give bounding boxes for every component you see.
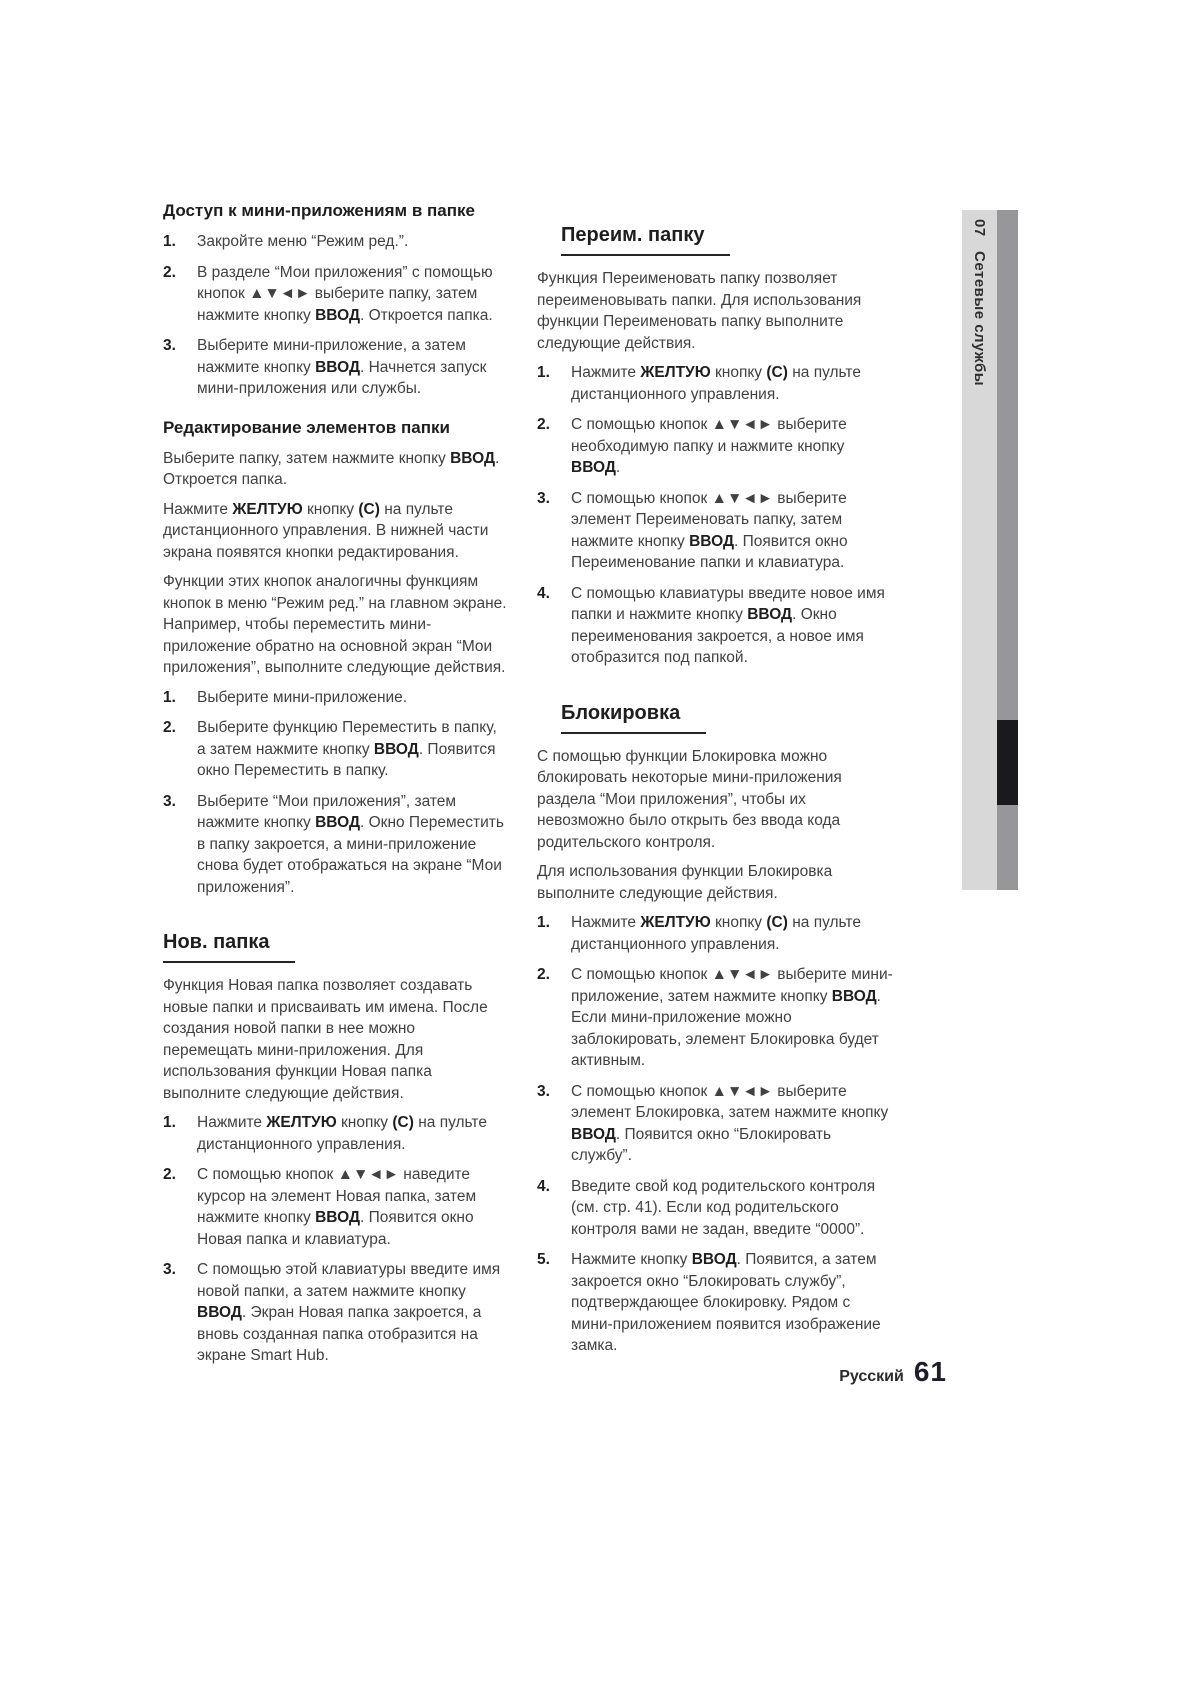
list-item-number: 3. bbox=[537, 1082, 550, 1100]
list-item bbox=[537, 414, 893, 479]
list-item bbox=[163, 262, 508, 327]
list-item-text: С помощью кнопок ▲▼◄► выберите необходимую папку и нажмите кнопку ВВОД. bbox=[571, 416, 847, 476]
paragraph: Функция Переименовать папку позволяет переименовывать папки. Для использования функции Переименовать папку выполните следующие действия. bbox=[537, 270, 862, 352]
list-item-number: 1. bbox=[537, 914, 550, 931]
list-item-number: 2. bbox=[163, 263, 176, 281]
list-item-text: Выберите мини-приложение. bbox=[197, 688, 408, 706]
left-column bbox=[163, 200, 508, 1376]
list-item-number: 2. bbox=[163, 719, 176, 736]
list-item bbox=[537, 362, 893, 405]
list-item-text: С помощью этой клавиатуры введите имя новой папки, а затем нажмите кнопку ВВОД. Экран Новая папка закроется, а вновь созданная папка отобразится на экране Smart Hub. bbox=[197, 1261, 501, 1364]
list-item-number: 1. bbox=[163, 1114, 176, 1131]
list-item-number: 4. bbox=[537, 1177, 550, 1195]
list-item bbox=[163, 335, 508, 400]
paragraph: Выберите папку, затем нажмите кнопку ВВОД. Откроется папка. bbox=[163, 449, 500, 488]
list-item bbox=[163, 231, 508, 253]
list-item bbox=[537, 1081, 893, 1167]
list-item-text: Введите свой код родительского контроля (см. стр. 41). Если код родительского контроля вами не задан, введите “0000”. bbox=[571, 1177, 876, 1238]
list-item-text: С помощью кнопок ▲▼◄► выберите мини-приложение, затем нажмите кнопку ВВОД. Если мини-приложение можно заблокировать, элемент Блокировка будет активным. bbox=[571, 966, 893, 1069]
list-item-number: 5. bbox=[537, 1251, 550, 1268]
paragraph: Функция Новая папка позволяет создавать новые папки и присваивать им имена. После создания новой папки в нее можно перемещать мини-приложения. Для использования функции Новая папка выполните следующие действия. bbox=[163, 977, 488, 1102]
chapter-progress-marker bbox=[997, 720, 1018, 805]
list-item-text: Выберите мини-приложение, а затем нажмите кнопку ВВОД. Начнется запуск мини-приложения или службы. bbox=[197, 337, 487, 397]
section-title: Блокировка bbox=[561, 700, 706, 734]
ordered-list bbox=[163, 231, 508, 400]
section-title: Переим. папку bbox=[561, 222, 730, 256]
list-item-text: Выберите “Мои приложения”, затем нажмите кнопку ВВОД. Окно Переместить в папку закроется, а мини-приложение снова будет отображаться на экране “Мои приложения”. bbox=[197, 792, 504, 896]
list-item-text: Нажмите ЖЕЛТУЮ кнопку (C) на пульте дистанционного управления. bbox=[197, 1114, 487, 1153]
list-item-number: 2. bbox=[537, 416, 550, 433]
list-item bbox=[537, 912, 893, 955]
chapter-number: 07 bbox=[971, 219, 988, 237]
section-subheading: Доступ к мини-приложениям в папке bbox=[163, 201, 475, 220]
list-item-text: Выберите функцию Переместить в папку, а затем нажмите кнопку ВВОД. Появится окно Переместить в папку. bbox=[197, 719, 497, 779]
list-item-number: 1. bbox=[163, 688, 176, 706]
list-item-text: Нажмите ЖЕЛТУЮ кнопку (C) на пульте дистанционного управления. bbox=[571, 364, 861, 403]
list-item bbox=[163, 717, 508, 782]
list-item bbox=[163, 687, 508, 709]
list-item-text: В разделе “Мои приложения” с помощью кнопок ▲▼◄► выберите папку, затем нажмите кнопку ВВОД. Откроется папка. bbox=[197, 263, 493, 324]
chapter-progress-track bbox=[997, 210, 1018, 890]
section-subheading: Редактирование элементов папки bbox=[163, 417, 450, 437]
list-item-text: Нажмите ЖЕЛТУЮ кнопку (C) на пульте дистанционного управления. bbox=[571, 914, 861, 953]
list-item bbox=[163, 791, 508, 899]
list-item-number: 4. bbox=[537, 584, 550, 602]
list-item-text: С помощью кнопок ▲▼◄► выберите элемент Блокировка, затем нажмите кнопку ВВОД. Появится окно “Блокировать службу”. bbox=[571, 1082, 889, 1164]
list-item-number: 2. bbox=[537, 966, 550, 983]
list-item bbox=[163, 1164, 508, 1250]
paragraph: С помощью функции Блокировка можно блокировать некоторые мини-приложения раздела “Мои приложения”, чтобы их невозможно было открыть без ввода кода родительского контроля. bbox=[537, 747, 842, 851]
list-item-number: 1. bbox=[163, 233, 176, 250]
list-item bbox=[163, 1259, 508, 1367]
ordered-list bbox=[537, 912, 893, 1357]
list-item-text: С помощью кнопок ▲▼◄► выберите элемент Переименовать папку, затем нажмите кнопку ВВОД. Появится окно Переименование папки и клавиатура. bbox=[571, 489, 848, 571]
list-item-text: С помощью клавиатуры введите новое имя папки и нажмите кнопку ВВОД. Окно переименования закроется, а новое имя отобразится под папкой. bbox=[571, 584, 885, 666]
list-item-number: 1. bbox=[537, 364, 550, 381]
list-item-number: 3. bbox=[163, 1261, 176, 1278]
list-item bbox=[537, 1249, 893, 1357]
footer-page-number: 61 bbox=[913, 1356, 947, 1387]
page-content bbox=[163, 200, 893, 1376]
list-item bbox=[537, 1176, 893, 1241]
list-item bbox=[537, 583, 893, 669]
footer-language-label: Русский bbox=[839, 1368, 904, 1385]
ordered-list bbox=[163, 687, 508, 899]
list-item-text: Закройте меню “Режим ред.”. bbox=[197, 233, 409, 250]
ordered-list bbox=[163, 1112, 508, 1367]
page-footer bbox=[700, 1356, 947, 1388]
chapter-tab bbox=[962, 210, 1018, 890]
list-item-number: 3. bbox=[163, 337, 176, 354]
paragraph: Для использования функции Блокировка выполните следующие действия. bbox=[537, 863, 833, 902]
chapter-tab-label-strip bbox=[962, 210, 997, 890]
list-item bbox=[537, 964, 893, 1072]
list-item-number: 2. bbox=[163, 1166, 176, 1183]
right-column bbox=[537, 200, 893, 1376]
paragraph: Функции этих кнопок аналогичны функциям кнопок в меню “Режим ред.” на главном экране. Например, чтобы переместить мини-приложение обратно на основной экран “Мои приложения”, выполните следующие действия. bbox=[163, 573, 507, 676]
list-item-text: Нажмите кнопку ВВОД. Появится, а затем закроется окно “Блокировать службу”, подтверждающее блокировку. Рядом с мини-приложением появится изображение замка. bbox=[571, 1251, 881, 1354]
list-item-number: 3. bbox=[537, 489, 550, 507]
list-item-text: С помощью кнопок ▲▼◄► наведите курсор на элемент Новая папка, затем нажмите кнопку ВВОД. Появится окно Новая папка и клавиатура. bbox=[197, 1166, 477, 1248]
list-item bbox=[537, 488, 893, 574]
ordered-list bbox=[537, 362, 893, 669]
paragraph: Нажмите ЖЕЛТУЮ кнопку (C) на пульте дистанционного управления. В нижней части экрана появятся кнопки редактирования. bbox=[163, 500, 489, 561]
chapter-title: Сетевые службы bbox=[971, 250, 988, 386]
list-item bbox=[163, 1112, 508, 1155]
section-title: Нов. папка bbox=[163, 929, 295, 963]
list-item-number: 3. bbox=[163, 792, 176, 810]
